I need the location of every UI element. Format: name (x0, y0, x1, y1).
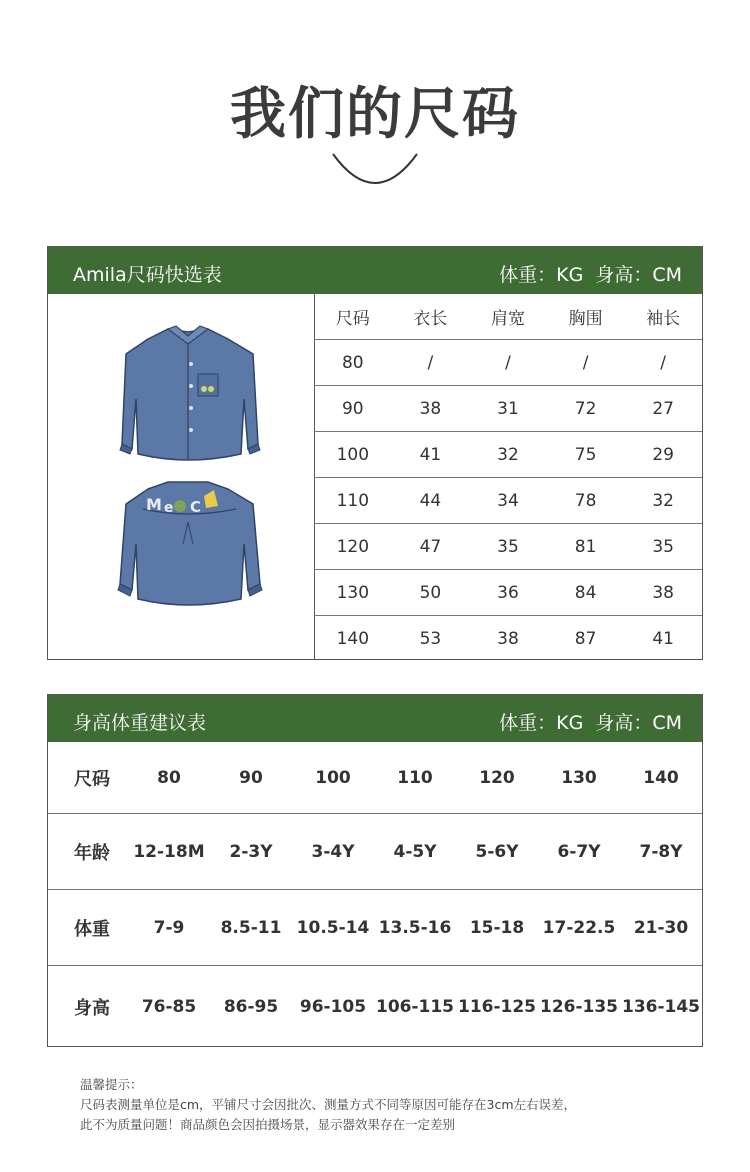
table-cell: 53 (419, 629, 442, 649)
shirt-front-illustration (48, 294, 314, 660)
table-cell: 47 (419, 536, 442, 557)
table-cell: 72 (574, 398, 597, 419)
recommendation-table (48, 742, 702, 1047)
table-cell: 140 (643, 767, 679, 788)
table-cell: 41 (652, 629, 674, 649)
table-cell: 120 (336, 536, 370, 557)
table-cell: 13.5-16 (378, 917, 452, 938)
table-cell: 126-135 (539, 996, 619, 1017)
table-cell: 130 (336, 582, 370, 603)
recommendation-units: 体重：KG 身高：CM (499, 712, 682, 734)
table-cell: 5-6Y (475, 841, 519, 862)
table-cell: 84 (574, 582, 597, 603)
table-cell: 116-125 (457, 996, 537, 1017)
table-cell: 34 (497, 490, 519, 511)
table-cell: 17-22.5 (542, 917, 616, 938)
table-cell: 80 (157, 767, 181, 788)
table-cell: 12-18M (133, 841, 205, 862)
table-cell: 80 (341, 352, 364, 373)
table-cell: 36 (497, 582, 519, 603)
table-cell: 100 (315, 767, 351, 788)
product-image (48, 294, 315, 660)
table-row (48, 966, 702, 1047)
table-cell: 15-18 (469, 917, 525, 938)
table-cell: 96-105 (299, 996, 367, 1017)
table-row (314, 340, 702, 386)
table-cell: 75 (574, 444, 597, 465)
table-cell: 32 (652, 490, 674, 511)
table-cell: 4-5Y (393, 841, 437, 862)
table-cell: / (582, 352, 589, 373)
table-cell: 3-4Y (311, 841, 355, 862)
table-cell: 76-85 (141, 996, 197, 1017)
table-cell: 7-9 (153, 917, 185, 938)
svg-text:e: e (164, 500, 174, 516)
table-cell: 90 (341, 398, 364, 419)
table-row (314, 478, 702, 524)
table-cell: 2-3Y (229, 841, 273, 862)
size-chart-title: Amila尺码快选表 (73, 264, 222, 286)
table-cell: 29 (652, 444, 674, 465)
table-row (314, 432, 702, 478)
table-cell: 140 (336, 629, 370, 649)
table-cell: 27 (652, 398, 674, 419)
table-cell: 50 (419, 582, 442, 603)
header-cell: 袖长 (646, 309, 681, 329)
row-label: 尺码 (74, 768, 110, 790)
table-cell: 110 (336, 490, 370, 511)
table-cell: 78 (574, 490, 597, 511)
table-cell: 38 (419, 398, 442, 419)
size-chart-units: 体重：KG 身高：CM (499, 264, 682, 286)
table-cell: 21-30 (633, 917, 689, 938)
tips-line: 尺码表测量单位是cm，平铺尺寸会因批次、测量方式不同等原因可能存在3cm左右误差， (80, 1097, 577, 1112)
table-cell: 41 (419, 444, 442, 465)
table-row (48, 742, 702, 814)
header-cell: 尺码 (335, 309, 370, 329)
table-cell: 35 (497, 536, 519, 557)
table-cell: 10.5-14 (296, 917, 370, 938)
table-cell: 38 (652, 582, 674, 603)
table-cell: 110 (397, 767, 433, 788)
table-cell: 86-95 (223, 996, 279, 1017)
table-cell: 31 (497, 398, 519, 419)
table-cell: 6-7Y (557, 841, 601, 862)
table-cell: 120 (479, 767, 515, 788)
svg-text:M: M (146, 495, 162, 514)
table-cell: 136-145 (621, 996, 701, 1017)
table-cell: / (427, 352, 434, 373)
row-label: 年龄 (74, 842, 110, 864)
page-title: 我们的尺码 (230, 82, 520, 147)
table-cell: 44 (419, 490, 442, 511)
table-row (48, 814, 702, 890)
tips-heading: 温馨提示： (80, 1077, 143, 1092)
row-label: 体重 (74, 918, 110, 940)
table-cell: 90 (239, 767, 263, 788)
table-cell: 32 (497, 444, 519, 465)
recommendation-header (48, 695, 702, 742)
table-cell: 130 (561, 767, 597, 788)
row-label: 身高 (74, 997, 110, 1019)
recommendation-block (47, 694, 703, 1047)
table-cell: 100 (336, 444, 370, 465)
table-row (48, 890, 702, 966)
size-chart-block (47, 246, 703, 660)
header-cell: 肩宽 (490, 309, 525, 329)
table-row (314, 616, 702, 662)
table-cell: 87 (574, 629, 597, 649)
table-cell: 7-8Y (639, 841, 683, 862)
table-cell: 35 (652, 536, 674, 557)
header-cell: 衣长 (413, 309, 448, 329)
header-cell: 胸围 (568, 309, 603, 329)
title-curve-decoration (330, 150, 420, 190)
table-cell: / (660, 352, 667, 373)
size-table (314, 294, 702, 662)
table-cell: 106-115 (375, 996, 455, 1017)
table-row (314, 386, 702, 432)
recommendation-title: 身高体重建议表 (73, 712, 207, 734)
table-row (314, 570, 702, 616)
table-cell: 8.5-11 (220, 917, 282, 938)
tips-note (80, 1075, 576, 1135)
size-table-header-row (314, 294, 702, 340)
size-chart-header (48, 247, 702, 294)
table-cell: 81 (574, 536, 597, 557)
table-cell: / (505, 352, 511, 373)
tips-line: 此不为质量问题！商品颜色会因拍摄场景，显示器效果存在一定差别 (80, 1117, 456, 1132)
table-cell: 38 (497, 629, 519, 649)
svg-text:C: C (190, 498, 202, 516)
table-row (314, 524, 702, 570)
